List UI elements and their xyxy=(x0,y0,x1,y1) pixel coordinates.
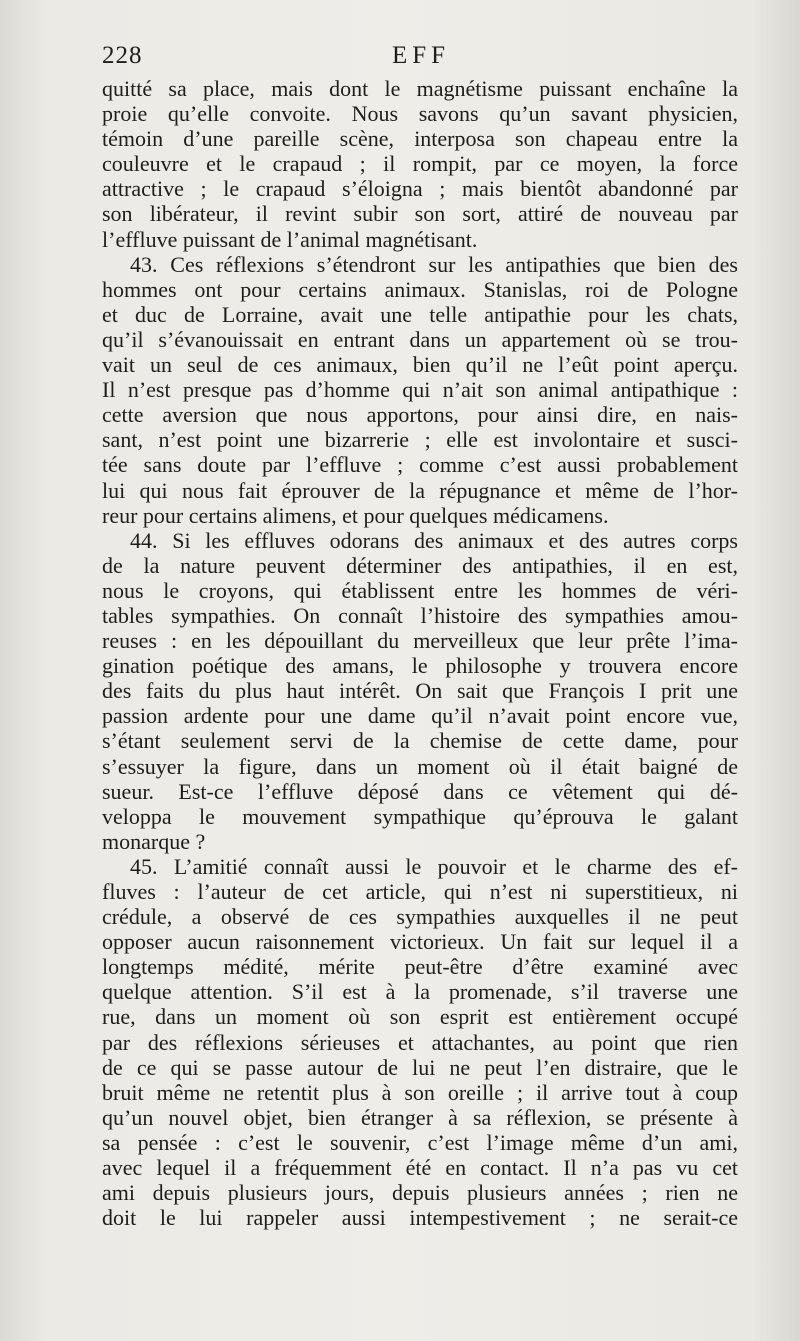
text-line: lui qui nous fait éprouver de la répugnance et même de l’hor- xyxy=(102,477,738,503)
text-line: rue, dans un moment où son esprit est entièrement occupé xyxy=(102,1004,738,1030)
text-line: crédule, a observé de ces sympathies auxquelles il ne peut xyxy=(102,904,738,930)
text-line: et duc de Lorraine, avait une telle antipathie pour les chats, xyxy=(102,301,738,327)
text-line: longtemps médité, mérite peut-être d’être examiné avec xyxy=(102,954,738,980)
text-line: 45. L’amitié connaît aussi le pouvoir et le charme des ef- xyxy=(130,853,738,879)
text-line: passion ardente pour une dame qu’il n’avait point encore vue, xyxy=(102,703,738,729)
text-line: sa pensée : c’est le souvenir, c’est l’image même d’un ami, xyxy=(102,1129,738,1155)
text-line: s’étant seulement servi de la chemise de cette dame, pour xyxy=(102,728,738,754)
text-line: sant, n’est point une bizarrerie ; elle est involontaire et susci- xyxy=(102,427,738,453)
text-line: monarque ? xyxy=(102,828,206,854)
text-line: Il n’est presque pas d’homme qui n’ait son animal antipathique : xyxy=(102,377,738,403)
text-line: doit le lui rappeler aussi intempestivement ; ne serait-ce xyxy=(102,1205,738,1231)
text-line: veloppa le mouvement sympathique qu’éprouva le galant xyxy=(102,803,738,829)
text-line: nous le croyons, qui établissent entre les hommes de véri- xyxy=(102,577,738,603)
text-line: ami depuis plusieurs jours, depuis plusieurs années ; rien ne xyxy=(102,1180,738,1206)
text-line: vait un seul de ces animaux, bien qu’il ne l’eût point aperçu. xyxy=(102,352,738,378)
text-line: reuses : en les dépouillant du merveilleux que leur prête l’ima- xyxy=(102,628,738,654)
text-line: avec lequel il a fréquemment été en contact. Il n’a pas vu cet xyxy=(102,1155,738,1181)
text-line: 43. Ces réflexions s’étendront sur les antipathies que bien des xyxy=(130,251,738,277)
text-line: quelque attention. S’il est à la promenade, s’il traverse une xyxy=(102,979,738,1005)
text-line: de la nature peuvent déterminer des antipathies, il en est, xyxy=(102,552,738,578)
text-line: par des réflexions sérieuses et attachantes, au point que rien xyxy=(102,1029,738,1055)
text-line: l’effluve puissant de l’animal magnétisant. xyxy=(102,226,478,252)
text-line: bruit même ne retentit plus à son oreille ; il arrive tout à coup xyxy=(102,1079,738,1105)
body-text xyxy=(102,76,738,1230)
text-line: 44. Si les effluves odorans des animaux et des autres corps xyxy=(130,527,738,553)
text-line: de ce qui se passe autour de lui ne peut l’en distraire, que le xyxy=(102,1054,738,1080)
text-line: qu’il s’évanouissait en entrant dans un appartement où se trou- xyxy=(102,326,738,352)
text-line: qu’un nouvel objet, bien étranger à sa réflexion, se présente à xyxy=(102,1104,738,1130)
text-line: hommes ont pour certains animaux. Stanislas, roi de Pologne xyxy=(102,276,738,302)
text-line: tée sans doute par l’effluve ; comme c’est aussi probablement xyxy=(102,452,738,478)
text-line: proie qu’elle convoite. Nous savons qu’un savant physicien, xyxy=(102,101,738,127)
text-line: témoin d’une pareille scène, interposa son chapeau entre la xyxy=(102,126,738,152)
text-line: gination poétique des amans, le philosophe y trouvera encore xyxy=(102,653,738,679)
text-line: cette aversion que nous apportons, pour ainsi dire, en nais- xyxy=(102,402,738,428)
text-line: opposer aucun raisonnement victorieux. Un fait sur lequel il a xyxy=(102,929,738,955)
running-head: EFF xyxy=(392,42,451,69)
text-line: des faits du plus haut intérêt. On sait que François I prit une xyxy=(102,678,738,704)
page-header xyxy=(102,42,738,76)
text-line: couleuvre et le crapaud ; il rompit, par ce moyen, la force xyxy=(102,151,738,177)
text-line: sueur. Est-ce l’effluve déposé dans ce vêtement qui dé- xyxy=(102,778,738,804)
text-line: attractive ; le crapaud s’éloigna ; mais bientôt abandonné par xyxy=(102,176,738,202)
text-line: tables sympathies. On connaît l’histoire des sympathies amou- xyxy=(102,602,738,628)
page-number: 228 xyxy=(102,42,143,69)
text-line: fluves : l’auteur de cet article, qui n’est ni superstitieux, ni xyxy=(102,879,738,904)
text-line: quitté sa place, mais dont le magnétisme puissant enchaîne la xyxy=(102,76,738,101)
text-line: s’essuyer la figure, dans un moment où il était baigné de xyxy=(102,753,738,779)
text-line: reur pour certains alimens, et pour quelques médicamens. xyxy=(102,502,609,528)
text-line: son libérateur, il revint subir son sort, attiré de nouveau par xyxy=(102,201,738,227)
